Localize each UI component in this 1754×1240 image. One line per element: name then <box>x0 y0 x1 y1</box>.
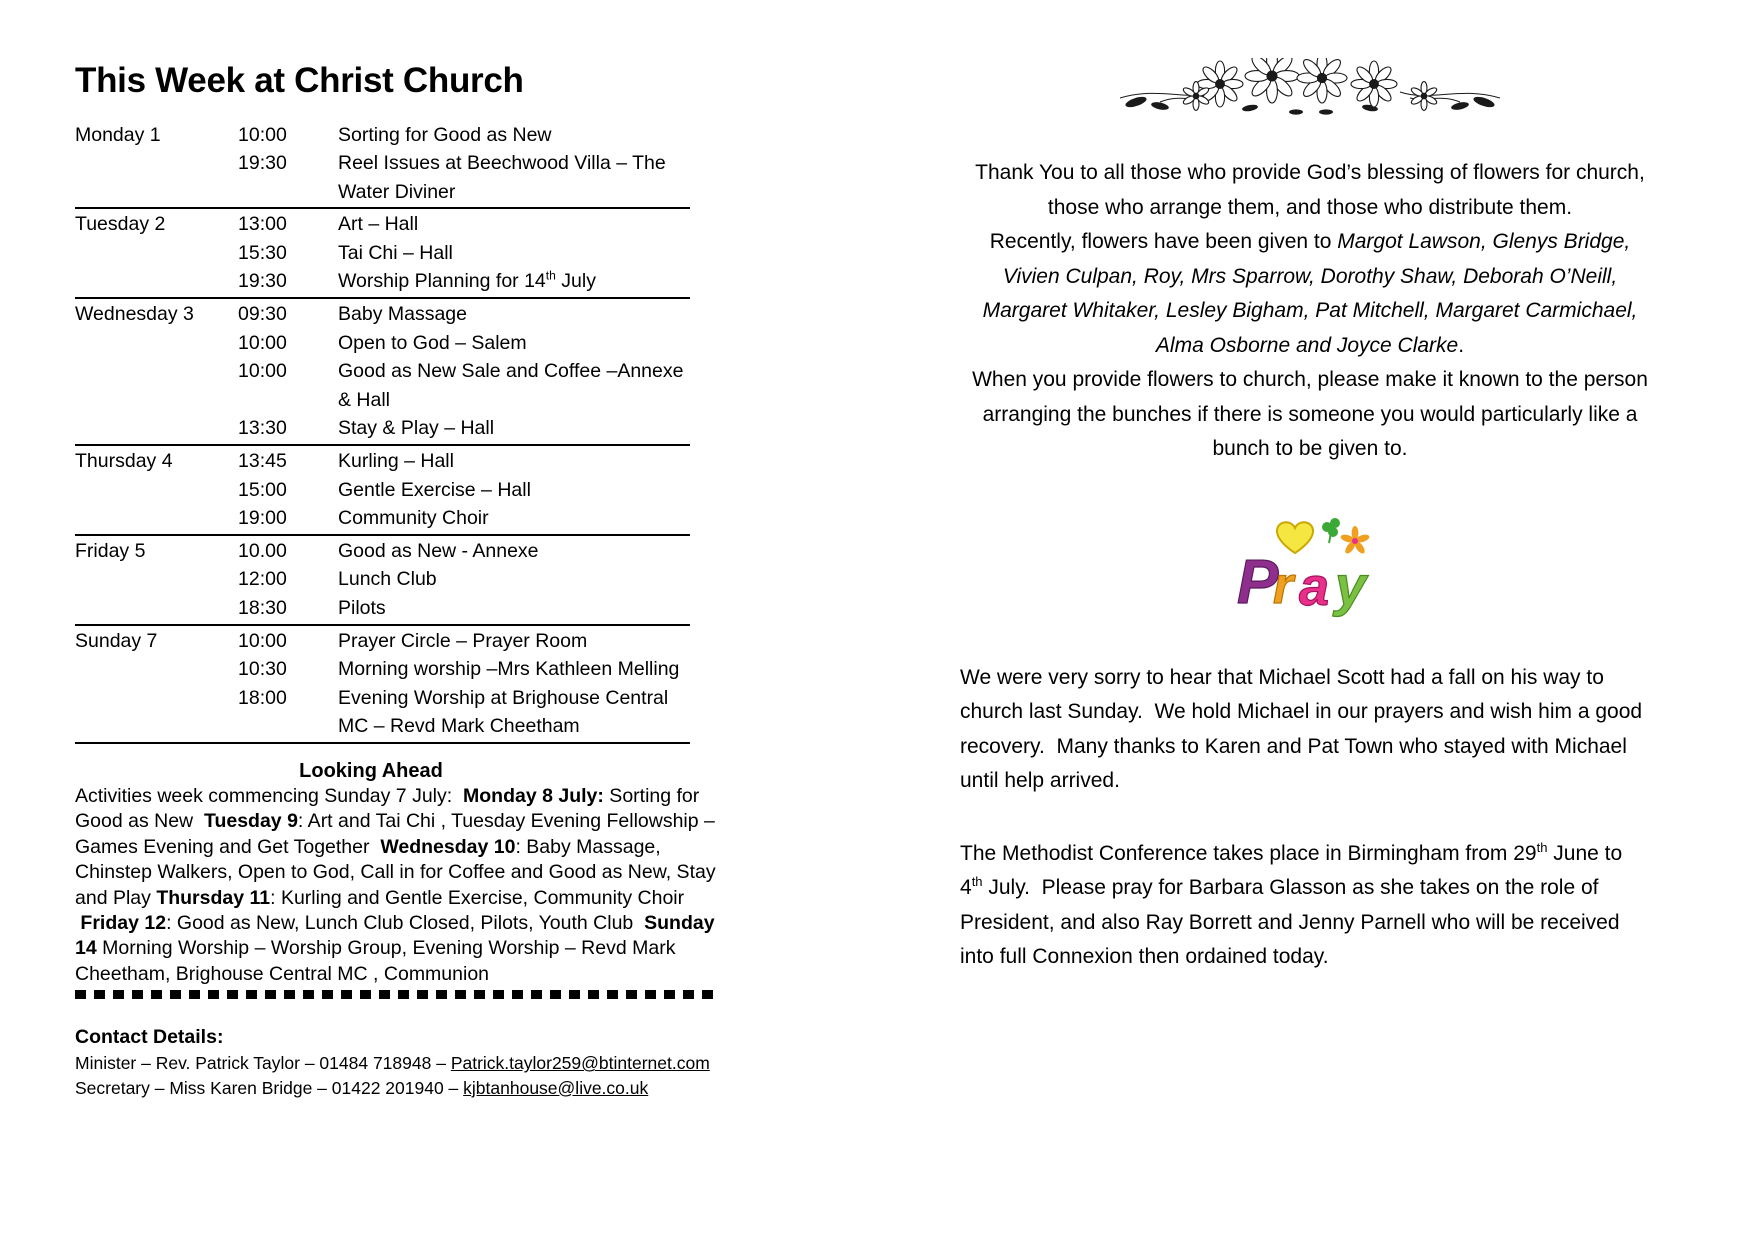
schedule-event: Stay & Play – Hall <box>338 417 495 440</box>
schedule-time: 13:30 <box>238 417 287 440</box>
schedule-day-row <box>75 208 690 298</box>
looking-ahead-day-activities: : Good as New, Lunch Club Closed, Pilots, Youth Club <box>166 912 645 934</box>
schedule-event: Water Diviner <box>338 180 456 203</box>
pray-letter-a: a <box>1299 556 1330 617</box>
schedule-event: Kurling – Hall <box>338 450 454 473</box>
schedule-event: Sorting for Good as New <box>338 123 552 146</box>
clover-shape <box>1322 518 1340 543</box>
minister-contact-line <box>75 1051 725 1076</box>
looking-ahead-day-label: Tuesday 9 <box>203 810 298 833</box>
right-column <box>960 58 1660 975</box>
looking-ahead-day-activities: Morning Worship – Worship Group, Evening Worship – Revd Mark Cheetham, Brighouse Central MC , Communion <box>75 937 676 985</box>
schedule-event: Tai Chi – Hall <box>338 241 453 264</box>
schedule-time: 10:00 <box>238 123 287 146</box>
schedule-event: Baby Massage <box>338 303 467 326</box>
schedule-day-label: Sunday 7 <box>75 625 238 743</box>
schedule-time: 19:30 <box>238 270 287 293</box>
conference-sup-1: th <box>1536 839 1548 855</box>
flowers-recently-prefix: Recently, flowers have been given to <box>989 230 1338 253</box>
pray-letter-r: r <box>1273 556 1294 615</box>
flower-recipients: Margot Lawson, Glenys Bridge, Vivien Culpan, Roy, Mrs Sparrow, Dorothy Shaw, Deborah O’Neill, Margaret Whitaker, Lesley Bigham, Pat Mitchell, Margaret Carmichael, Alma Osborne and Joyce Clarke <box>982 230 1638 357</box>
schedule-time-cell <box>238 535 338 625</box>
schedule-event-cell <box>338 535 690 625</box>
schedule-day-row <box>75 298 690 445</box>
schedule-time: 15:00 <box>238 478 287 501</box>
weekly-schedule-table <box>75 121 690 744</box>
schedule-day-row <box>75 535 690 625</box>
schedule-time: 10:00 <box>238 360 287 383</box>
schedule-bottom-rule <box>75 743 690 744</box>
looking-ahead-day-label: Sunday 14 <box>75 912 715 960</box>
schedule-time: 13:00 <box>238 213 287 236</box>
looking-ahead-day-label: Wednesday 10 <box>380 835 516 858</box>
schedule-time: 13:45 <box>238 450 287 473</box>
small-flower-shape <box>1340 526 1371 555</box>
methodist-conference-paragraph <box>960 837 1650 975</box>
contact-details <box>75 1026 725 1100</box>
schedule-time-cell <box>238 208 338 298</box>
looking-ahead-day-activities: : Kurling and Gentle Exercise, Community Choir <box>75 886 690 934</box>
conference-text-2: June to 4 <box>960 841 1623 899</box>
schedule-time: 10:00 <box>238 629 287 652</box>
schedule-bottom-rule-cell <box>75 743 690 744</box>
flowers-thank-you-text <box>965 156 1655 467</box>
schedule-event: & Hall <box>338 388 391 411</box>
schedule-day-label: Monday 1 <box>75 123 161 146</box>
schedule-event: Good as New Sale and Coffee –Annexe <box>338 360 684 383</box>
schedule-time: 10:30 <box>238 658 287 681</box>
schedule-event: Lunch Club <box>338 568 437 591</box>
schedule-event: Gentle Exercise – Hall <box>338 478 531 501</box>
looking-ahead-day-label: Friday 12 <box>80 912 167 934</box>
schedule-time: 10.00 <box>238 539 287 562</box>
schedule-day-label: Tuesday 2 <box>75 208 238 298</box>
left-column <box>75 62 725 1100</box>
schedule-event: Morning worship –Mrs Kathleen Melling <box>338 658 680 681</box>
schedule-event-cell <box>338 445 690 535</box>
schedule-day-row <box>75 121 690 209</box>
schedule-event-cell <box>338 121 690 209</box>
schedule-time: 10:00 <box>238 331 287 354</box>
schedule-day-row <box>75 625 690 743</box>
schedule-day-label: Thursday 4 <box>75 445 238 535</box>
conference-text-3: July. Please pray for Barbara Glasson as she takes on the role of President, and also Ray Borrett and Jenny Parnell who will be received into full Connexion then ordained today. <box>960 876 1620 968</box>
looking-ahead-day-activities: : Art and Tai Chi , Tuesday Evening Fellowship – Games Evening and Get Together <box>75 810 715 858</box>
ordinal-suffix: th <box>545 268 556 283</box>
pray-letter-p: P <box>1237 547 1279 617</box>
schedule-time-spacer <box>238 386 338 415</box>
schedule-event-cell <box>338 625 690 743</box>
schedule-day-label: Wednesday 3 <box>75 298 238 445</box>
schedule-event-cell <box>338 208 690 298</box>
secretary-email-link[interactable]: kjbtanhouse@live.co.uk <box>463 1077 649 1098</box>
flowers-paragraph-3: When you provide flowers to church, please make it known to the person arranging the bunches if there is someone you would particularly like a bunch to be given to. <box>972 368 1648 460</box>
secretary-label: Secretary – Miss Karen Bridge – 01422 201940 – <box>75 1077 464 1098</box>
pray-letter-y: y <box>1335 553 1367 617</box>
secretary-contact-line <box>75 1076 725 1101</box>
schedule-event-cell <box>338 298 690 445</box>
looking-ahead-day-activities: Sorting for Good as New <box>75 784 700 833</box>
looking-ahead-body <box>75 784 720 987</box>
pray-logo-icon <box>1215 511 1405 621</box>
flowers-recently-suffix: . <box>1458 333 1465 357</box>
schedule-event: Evening Worship at Brighouse Central <box>338 686 669 709</box>
heart-shape <box>1277 522 1313 553</box>
schedule-time: 19:30 <box>238 152 287 175</box>
looking-ahead-intro: Activities week commencing Sunday 7 July: <box>75 784 464 807</box>
looking-ahead-heading: Looking Ahead <box>299 759 443 782</box>
schedule-time: 12:00 <box>238 568 287 591</box>
conference-text-1: The Methodist Conference takes place in Birmingham from 29 <box>960 841 1537 865</box>
schedule-time-spacer <box>238 712 338 741</box>
schedule-body <box>75 121 690 744</box>
minister-email-link[interactable]: Patrick.taylor259@btinternet.com <box>450 1053 710 1074</box>
schedule-time-cell <box>238 298 338 445</box>
schedule-event: Reel Issues at Beechwood Villa – The <box>338 152 666 175</box>
schedule-time: 18:30 <box>238 597 287 619</box>
schedule-event: Good as New - Annexe <box>338 539 539 562</box>
schedule-time-spacer <box>238 178 338 207</box>
page-title: This Week at Christ Church <box>75 61 524 100</box>
dashed-divider <box>75 990 720 999</box>
floral-divider-icon <box>1100 58 1520 120</box>
schedule-time-cell <box>238 445 338 535</box>
flowers-paragraph-1: Thank You to all those who provide God’s blessing of flowers for church, those who arrange them, and those who distribute them. <box>975 161 1645 219</box>
schedule-event: Pilots <box>338 597 386 619</box>
michael-scott-paragraph: We were very sorry to hear that Michael Scott had a fall on his way to church last Sunday. We hold Michael in our prayers and wish him a good recovery. Many thanks to Karen and Pat Town who stayed with Michael until help arrived. <box>960 665 1643 792</box>
conference-sup-2: th <box>971 874 983 889</box>
schedule-time: 18:00 <box>238 686 287 709</box>
schedule-time: 09:30 <box>238 303 287 326</box>
schedule-time-cell <box>238 625 338 743</box>
schedule-time-cell <box>238 121 338 209</box>
contact-details-title: Contact Details: <box>75 1026 224 1049</box>
schedule-day-label: Friday 5 <box>75 535 238 625</box>
looking-ahead-day-label: Thursday 11 <box>156 886 271 909</box>
schedule-event: Open to God – Salem <box>338 331 527 354</box>
schedule-time: 15:30 <box>238 241 287 264</box>
schedule-day-row <box>75 445 690 535</box>
schedule-event: Worship Planning for 14th July <box>338 268 596 293</box>
minister-label: Minister – Rev. Patrick Taylor – 01484 718948 – <box>75 1053 451 1074</box>
schedule-event: Community Choir <box>338 507 489 530</box>
schedule-event: MC – Revd Mark Cheetham <box>338 715 580 738</box>
schedule-event: Art – Hall <box>338 213 419 236</box>
looking-ahead-day-label: Monday 8 July: <box>463 784 604 807</box>
schedule-time: 19:00 <box>238 507 287 530</box>
looking-ahead-day-activities: : Baby Massage, Chinstep Walkers, Open to God, Call in for Coffee and Good as New, Stay and Play <box>75 835 716 909</box>
schedule-event: Prayer Circle – Prayer Room <box>338 629 588 652</box>
